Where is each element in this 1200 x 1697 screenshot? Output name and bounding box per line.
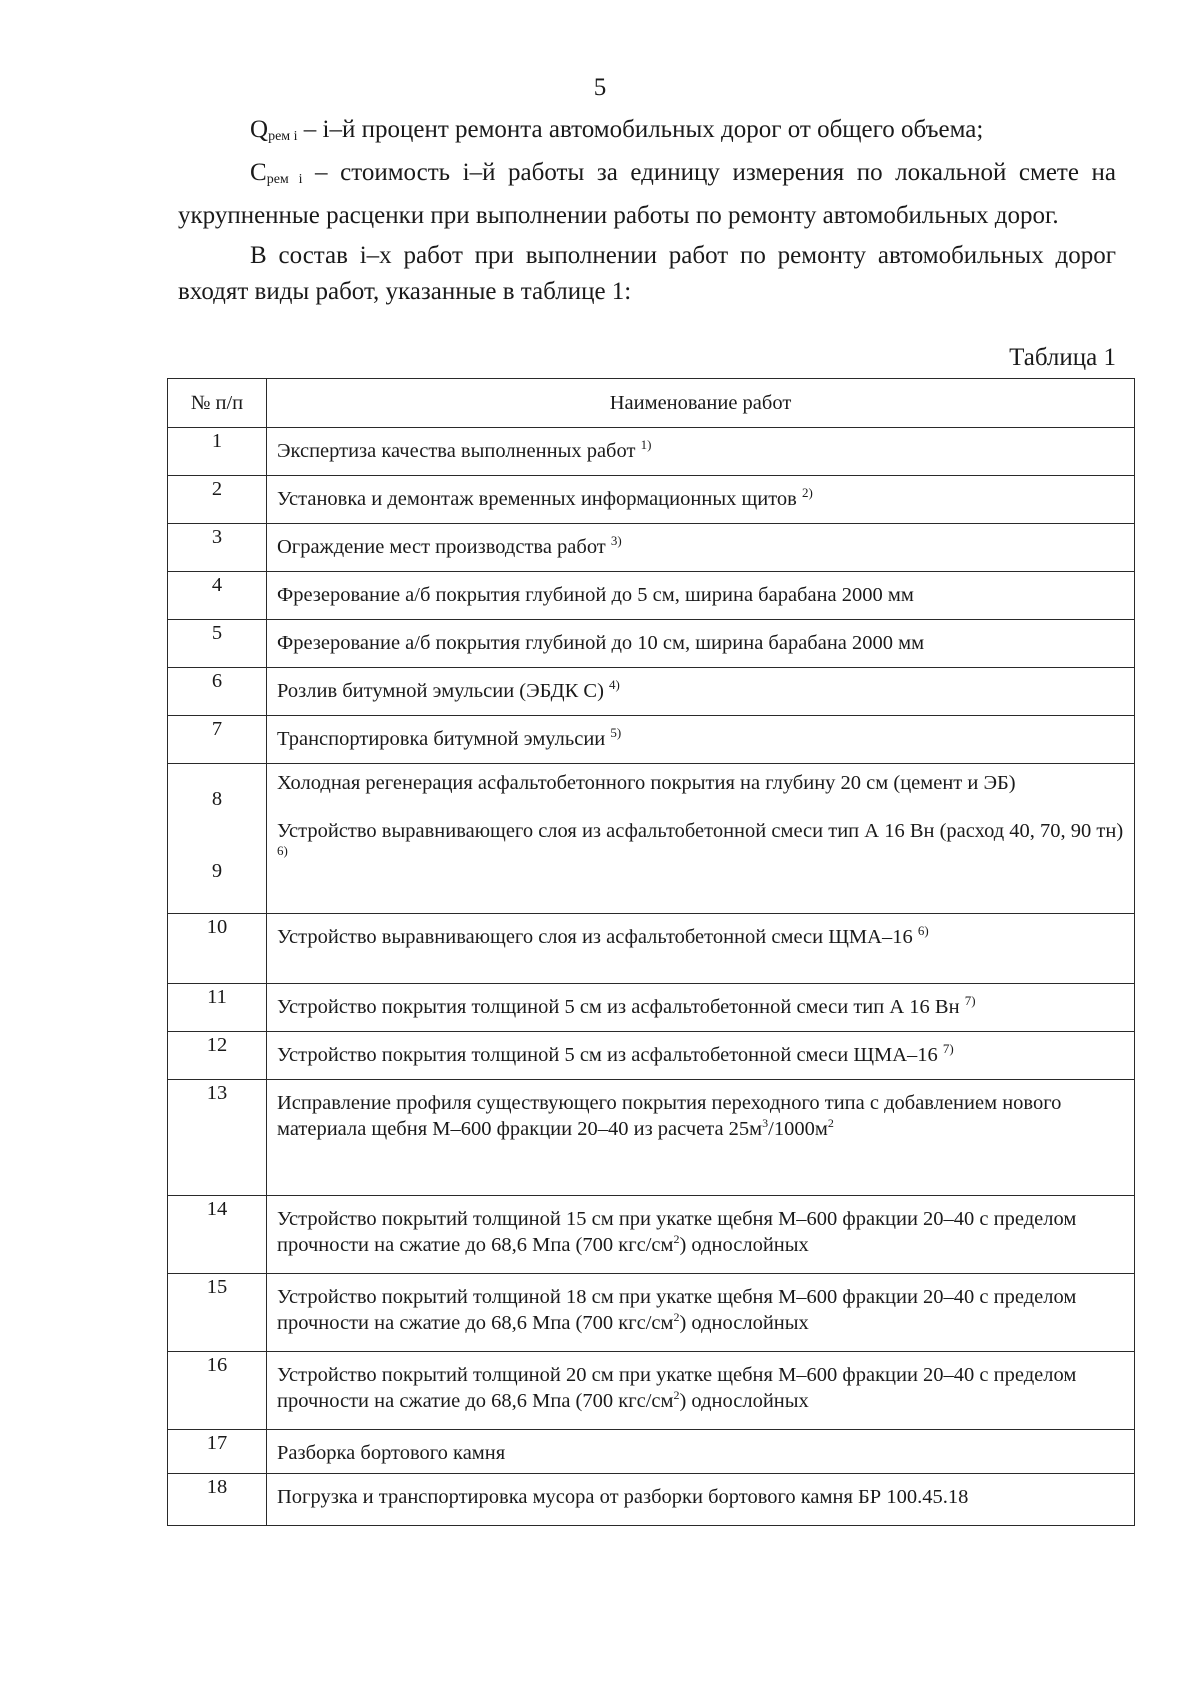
work-text: Исправление профиля существующего покрытия переходного типа с добавлением нового материала щебня М–600 фракции 20–40 из расчета 25м (277, 1092, 1062, 1140)
work-text: Розлив битумной эмульсии (ЭБДК С) (277, 680, 604, 702)
row-number: 9 (211, 860, 223, 882)
row-number: 17 (168, 1430, 267, 1474)
table-row (168, 1080, 1135, 1196)
q-definition-text: – i–й процент ремонта автомобильных дорог от общего объема; (297, 116, 984, 143)
work-text: Установка и демонтаж временных информационных щитов (277, 488, 797, 510)
row-number: 12 (168, 1032, 267, 1080)
row-number: 5 (168, 620, 267, 668)
footnote-mark: 4) (609, 677, 620, 692)
q-symbol: Q (250, 116, 269, 143)
footnote-mark: 6) (277, 843, 288, 858)
table-row (168, 984, 1135, 1032)
row-number: 14 (168, 1196, 267, 1274)
work-text: Устройство покрытий толщиной 18 см при укатке щебня М–600 фракции 20–40 с пределом прочности на сжатие до 68,6 Мпа (700 кгс/см (277, 1286, 1077, 1334)
row-work-name (267, 1430, 1135, 1474)
row-work-name (267, 1032, 1135, 1080)
footnote-mark: 3) (610, 533, 622, 548)
superscript: 3 (762, 1116, 769, 1130)
row-number: 18 (168, 1474, 267, 1526)
row-work-name (267, 524, 1135, 572)
work-text: Холодная регенерация асфальтобетонного покрытия на глубину 20 см (цемент и ЭБ) (277, 772, 1016, 794)
row-number: 2 (168, 476, 267, 524)
row-number-spacer (169, 812, 265, 858)
work-text: Устройство выравнивающего слоя из асфальтобетонной смеси тип А 16 Вн (расход 40, 70, 90 тн) (277, 820, 1124, 842)
work-text: Разборка бортового камня (277, 1442, 506, 1464)
table-row-merged (168, 764, 1135, 914)
row-number: 10 (168, 914, 267, 984)
row-number-pair (168, 764, 267, 914)
row-work-name (267, 1080, 1135, 1196)
table-row (168, 476, 1135, 524)
row-work-name (267, 984, 1135, 1032)
table-header-row (168, 379, 1135, 428)
row-work-name (267, 668, 1135, 716)
work-text-cont: ) однослойных (679, 1390, 809, 1412)
row-number: 13 (168, 1080, 267, 1196)
footnote-mark: 1) (640, 437, 652, 452)
footnote-mark: 7) (942, 1041, 954, 1056)
table-row (168, 1196, 1135, 1274)
work-text: Транспортировка битумной эмульсии (277, 728, 606, 750)
footnote-mark: 2) (801, 485, 813, 500)
work-text-cont: ) однослойных (679, 1312, 809, 1334)
row-number: 4 (168, 572, 267, 620)
merged-gap (277, 796, 1126, 818)
c-subscript: рем i (266, 172, 303, 187)
works-table (167, 378, 1135, 1526)
table-row (168, 428, 1135, 476)
work-text: Устройство покрытий толщиной 15 см при укатке щебня М–600 фракции 20–40 с пределом прочности на сжатие до 68,6 Мпа (700 кгс/см (277, 1208, 1077, 1256)
row-number: 16 (168, 1352, 267, 1430)
row-number: 8 (211, 788, 223, 810)
work-text-with-footnote (277, 818, 1126, 870)
footnote-mark: 5) (610, 725, 622, 740)
superscript: 2 (673, 1232, 680, 1246)
table-row (168, 1474, 1135, 1526)
row-work-name-pair (267, 764, 1135, 914)
work-text: Устройство покрытия толщиной 5 см из асфальтобетонной смеси ЩМА–16 (277, 1044, 938, 1066)
table-row (168, 620, 1135, 668)
c-definition-text: – стоимость i–й работы за единицу измерения по локальной смете на укрупненные расценки при выполнении работы по ремонту автомобильных дорог. (178, 159, 1116, 229)
work-text: Погрузка и транспортировка мусора от разборки бортового камня БР 100.45.18 (277, 1486, 969, 1508)
work-text-cont: ) однослойных (679, 1234, 809, 1256)
row-number: 11 (168, 984, 267, 1032)
table-row (168, 1274, 1135, 1352)
row-work-name (267, 1474, 1135, 1526)
table-row (168, 524, 1135, 572)
table-row (168, 716, 1135, 764)
composition-paragraph: В состав i–х работ при выполнении работ по ремонту автомобильных дорог входят виды работ, указанные в таблице 1: (178, 242, 1116, 305)
row-work-name (267, 1196, 1135, 1274)
row-work-name (267, 716, 1135, 764)
work-text: Устройство покрытий толщиной 20 см при укатке щебня М–600 фракции 20–40 с пределом прочности на сжатие до 68,6 Мпа (700 кгс/см (277, 1364, 1077, 1412)
superscript: 2 (673, 1310, 680, 1324)
row-number: 1 (168, 428, 267, 476)
row-work-name (267, 914, 1135, 984)
table-row (168, 1032, 1135, 1080)
row-work-name (267, 572, 1135, 620)
superscript: 2 (673, 1388, 680, 1402)
work-text: Ограждение мест производства работ (277, 536, 606, 558)
c-definition (178, 155, 1116, 234)
row-work-name (267, 428, 1135, 476)
row-work-name (267, 620, 1135, 668)
row-number: 7 (168, 716, 267, 764)
table-row (168, 1430, 1135, 1474)
table-row (168, 914, 1135, 984)
work-text: Экспертиза качества выполненных работ (277, 440, 636, 462)
row-work-name (267, 1274, 1135, 1352)
superscript: 2 (827, 1116, 834, 1130)
q-subscript: рем i (268, 129, 298, 144)
work-text: Устройство выравнивающего слоя из асфальтобетонной смеси ЩМА–16 (277, 926, 913, 948)
row-number: 15 (168, 1274, 267, 1352)
header-num: № п/п (168, 379, 267, 428)
row-number: 3 (168, 524, 267, 572)
footnote-mark: 6) (917, 923, 929, 938)
table-caption: Таблица 1 (1009, 344, 1116, 371)
q-definition (178, 112, 1116, 155)
page-number: 5 (593, 74, 607, 101)
work-text: Фрезерование а/б покрытия глубиной до 5 см, ширина барабана 2000 мм (277, 584, 914, 606)
row-work-name (267, 1352, 1135, 1430)
row-number: 6 (168, 668, 267, 716)
footnote-mark: 7) (964, 993, 976, 1008)
table-row (168, 572, 1135, 620)
row-work-name (267, 476, 1135, 524)
table-row (168, 1352, 1135, 1430)
work-text: Фрезерование а/б покрытия глубиной до 10 см, ширина барабана 2000 мм (277, 632, 925, 654)
table-row (168, 668, 1135, 716)
header-name: Наименование работ (267, 379, 1135, 428)
work-text-cont: /1000м (768, 1118, 828, 1140)
work-text: Устройство покрытия толщиной 5 см из асфальтобетонной смеси тип А 16 Вн (277, 996, 960, 1018)
c-symbol: C (250, 159, 267, 186)
intro-text (178, 112, 1116, 310)
